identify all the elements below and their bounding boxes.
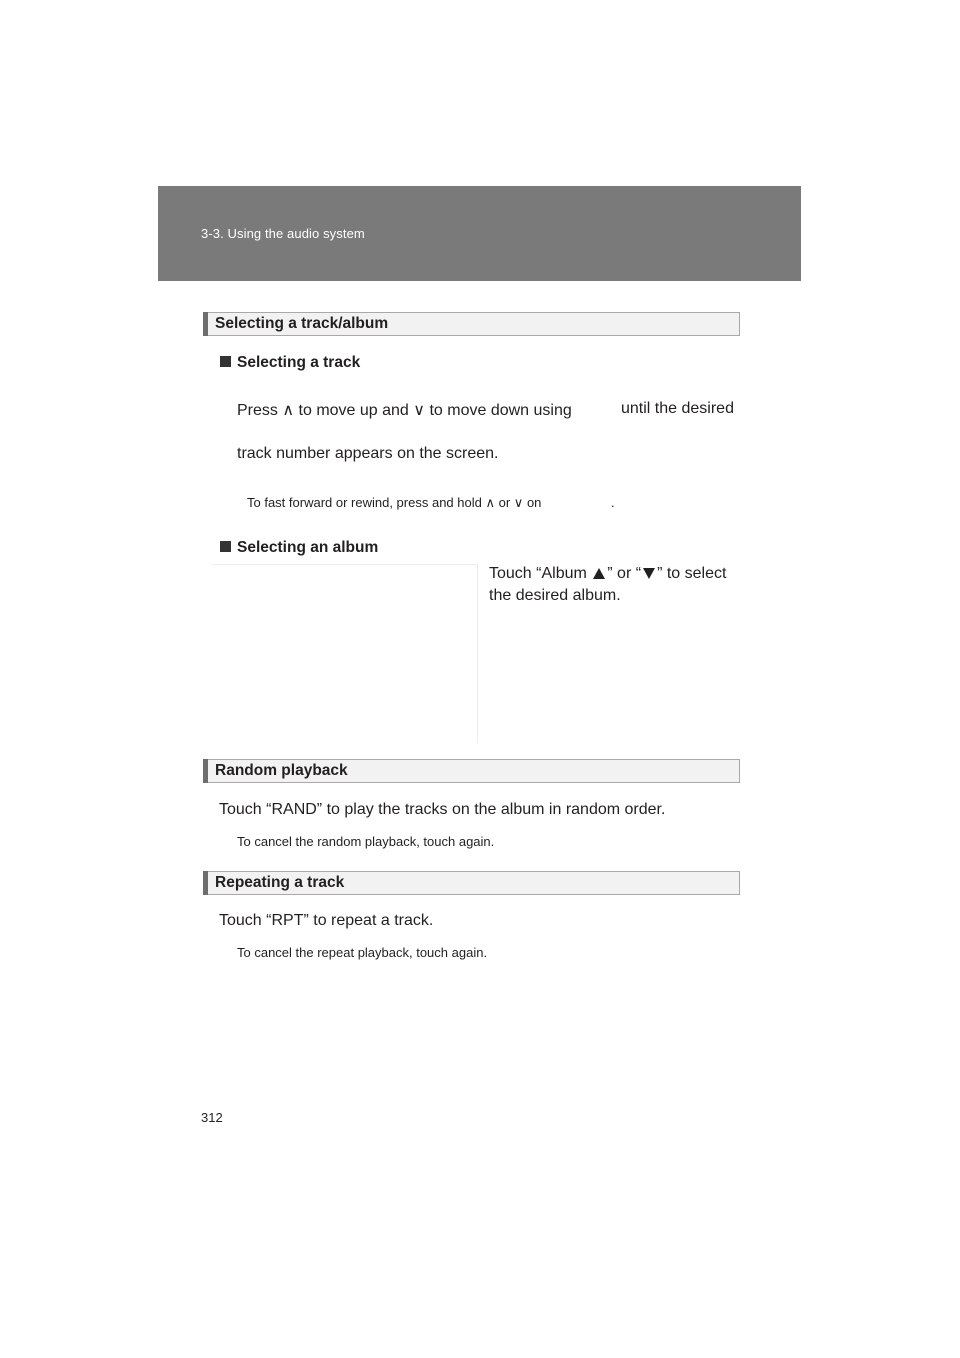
subheading-label: Selecting an album <box>237 539 379 556</box>
caption-text: the desired album. <box>489 587 621 604</box>
track-instruction-line-1 <box>237 400 572 420</box>
triangle-down-icon <box>643 568 655 579</box>
down-symbol: ∨ <box>413 402 425 419</box>
repeat-note: To cancel the repeat playback, touch again. <box>237 945 488 960</box>
text-press: Press <box>237 402 278 419</box>
up-symbol: ∧ <box>485 495 495 510</box>
section-heading-bar <box>203 871 208 895</box>
caption-text: Touch “Album <box>489 565 587 582</box>
track-instruction-line-1-end: until the desired <box>621 400 734 417</box>
subheading-selecting-album <box>220 539 378 557</box>
note-text: or <box>498 495 511 510</box>
note-text: on <box>526 495 542 510</box>
figure-placeholder <box>212 564 478 743</box>
section-title: Random playback <box>215 762 348 779</box>
section-heading-random <box>203 759 740 783</box>
chapter-header-title: 3-3. Using the audio system <box>201 226 365 241</box>
text-move-up: to move up and <box>298 402 409 419</box>
caption-text: ” to select <box>657 565 727 582</box>
note-text: To fast forward or rewind, press and hold <box>247 495 482 510</box>
track-note <box>247 495 541 511</box>
page-number: 312 <box>201 1110 223 1125</box>
section-title: Repeating a track <box>215 874 345 891</box>
section-title: Selecting a track/album <box>215 315 389 332</box>
repeat-instruction: Touch “RPT” to repeat a track. <box>219 912 434 929</box>
text-move-down: to move down using <box>429 402 572 419</box>
square-bullet-icon <box>220 356 231 367</box>
triangle-up-icon <box>593 568 605 579</box>
caption-text: ” or “ <box>607 565 642 582</box>
random-note: To cancel the random playback, touch again. <box>237 834 495 849</box>
up-symbol: ∧ <box>282 402 295 419</box>
section-heading-bar <box>203 759 208 783</box>
track-instruction-line-2: track number appears on the screen. <box>237 445 499 462</box>
track-note-end: . <box>611 495 615 510</box>
album-caption <box>489 563 726 607</box>
random-instruction: Touch “RAND” to play the tracks on the album in random order. <box>219 801 666 818</box>
square-bullet-icon <box>220 541 231 552</box>
down-symbol: ∨ <box>513 495 524 510</box>
section-heading-bar <box>203 312 208 336</box>
subheading-label: Selecting a track <box>237 354 361 371</box>
section-heading-repeat <box>203 871 740 895</box>
section-heading-track-album <box>203 312 740 336</box>
subheading-selecting-track <box>220 354 360 372</box>
